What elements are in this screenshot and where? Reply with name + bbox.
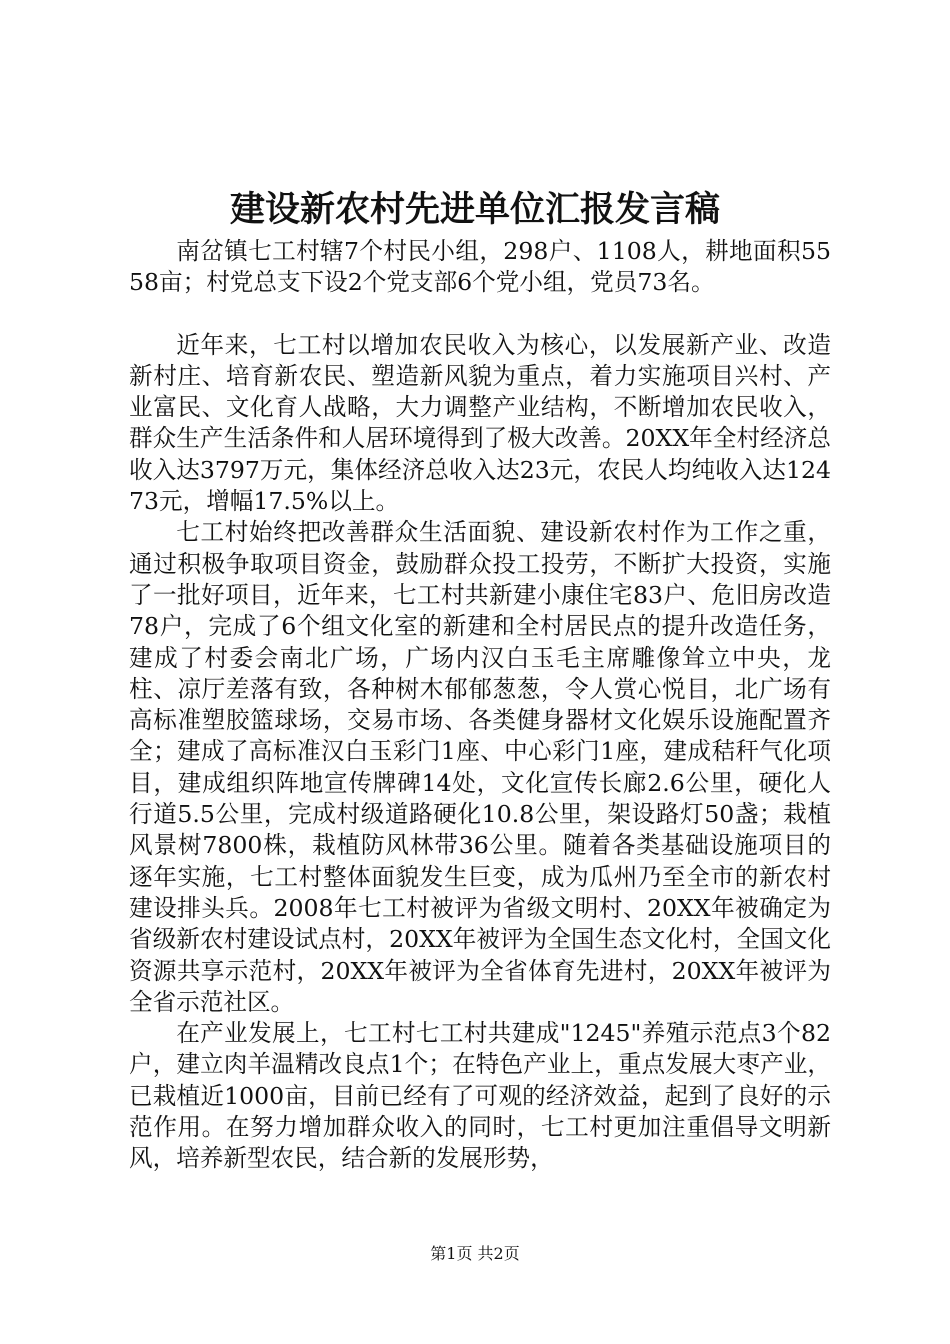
paragraph-intro: 南岔镇七工村辖7个村民小组，298户、1108人，耕地面积5558亩；村党总支下设2个党支部6个党小组，党员73名。 xyxy=(129,237,831,297)
paragraph-income: 近年来，七工村以增加农民收入为核心，以发展新产业、改造新村庄、培育新农民、塑造新风貌为重点，着力实施项目兴村、产业富民、文化育人战略，大力调整产业结构，不断增加农民收入，群众生产生活条件和人居环境得到了极大改善。20XX年全村经济总收入达3797万元，集体经济总收入达23元，农民人均纯收入达12473元，增幅17.5%以上。 xyxy=(129,330,831,516)
paragraph-infrastructure: 七工村始终把改善群众生活面貌、建设新农村作为工作之重，通过积极争取项目资金，鼓励群众投工投劳，不断扩大投资，实施了一批好项目，近年来，七工村共新建小康住宅83户、危旧房改造78户，完成了6个组文化室的新建和全村居民点的提升改造任务，建成了村委会南北广场，广场内汉白玉毛主席雕像耸立中央，龙柱、凉厅差落有致，各种树木郁郁葱葱，令人赏心悦目，北广场有高标准塑胶篮球场，交易市场、各类健身器材文化娱乐设施配置齐全；建成了高标准汉白玉彩门1座、中心彩门1座，建成秸秆气化项目，建成组织阵地宣传牌碑14处，文化宣传长廊2.6公里，硬化人行道5.5公里，完成村级道路硬化10.8公里，架设路灯50盏；栽植风景树7800株，栽植防风林带36公里。随着各类基础设施项目的逐年实施，七工村整体面貌发生巨变，成为瓜州乃至全市的新农村建设排头兵。2008年七工村被评为省级文明村、20XX年被确定为省级新农村建设试点村，20XX年被评为全国生态文化村，全国文化资源共享示范村，20XX年被评为全省体育先进村，20XX年被评为全省示范社区。 xyxy=(129,518,831,1016)
paragraph-industry: 在产业发展上，七工村七工村共建成"1245"养殖示范点3个82户，建立肉羊温精改良点1个；在特色产业上，重点发展大枣产业，已栽植近1000亩，目前已经有了可观的经济效益，起到了良好的示范作用。在努力增加群众收入的同时，七工村更加注重倡导文明新风，培养新型农民，结合新的发展形势， xyxy=(129,1019,831,1173)
document-title: 建设新农村先进单位汇报发言稿 xyxy=(229,189,720,230)
page-indicator: 第1页 共2页 xyxy=(430,1244,520,1263)
document-body xyxy=(129,236,831,1175)
